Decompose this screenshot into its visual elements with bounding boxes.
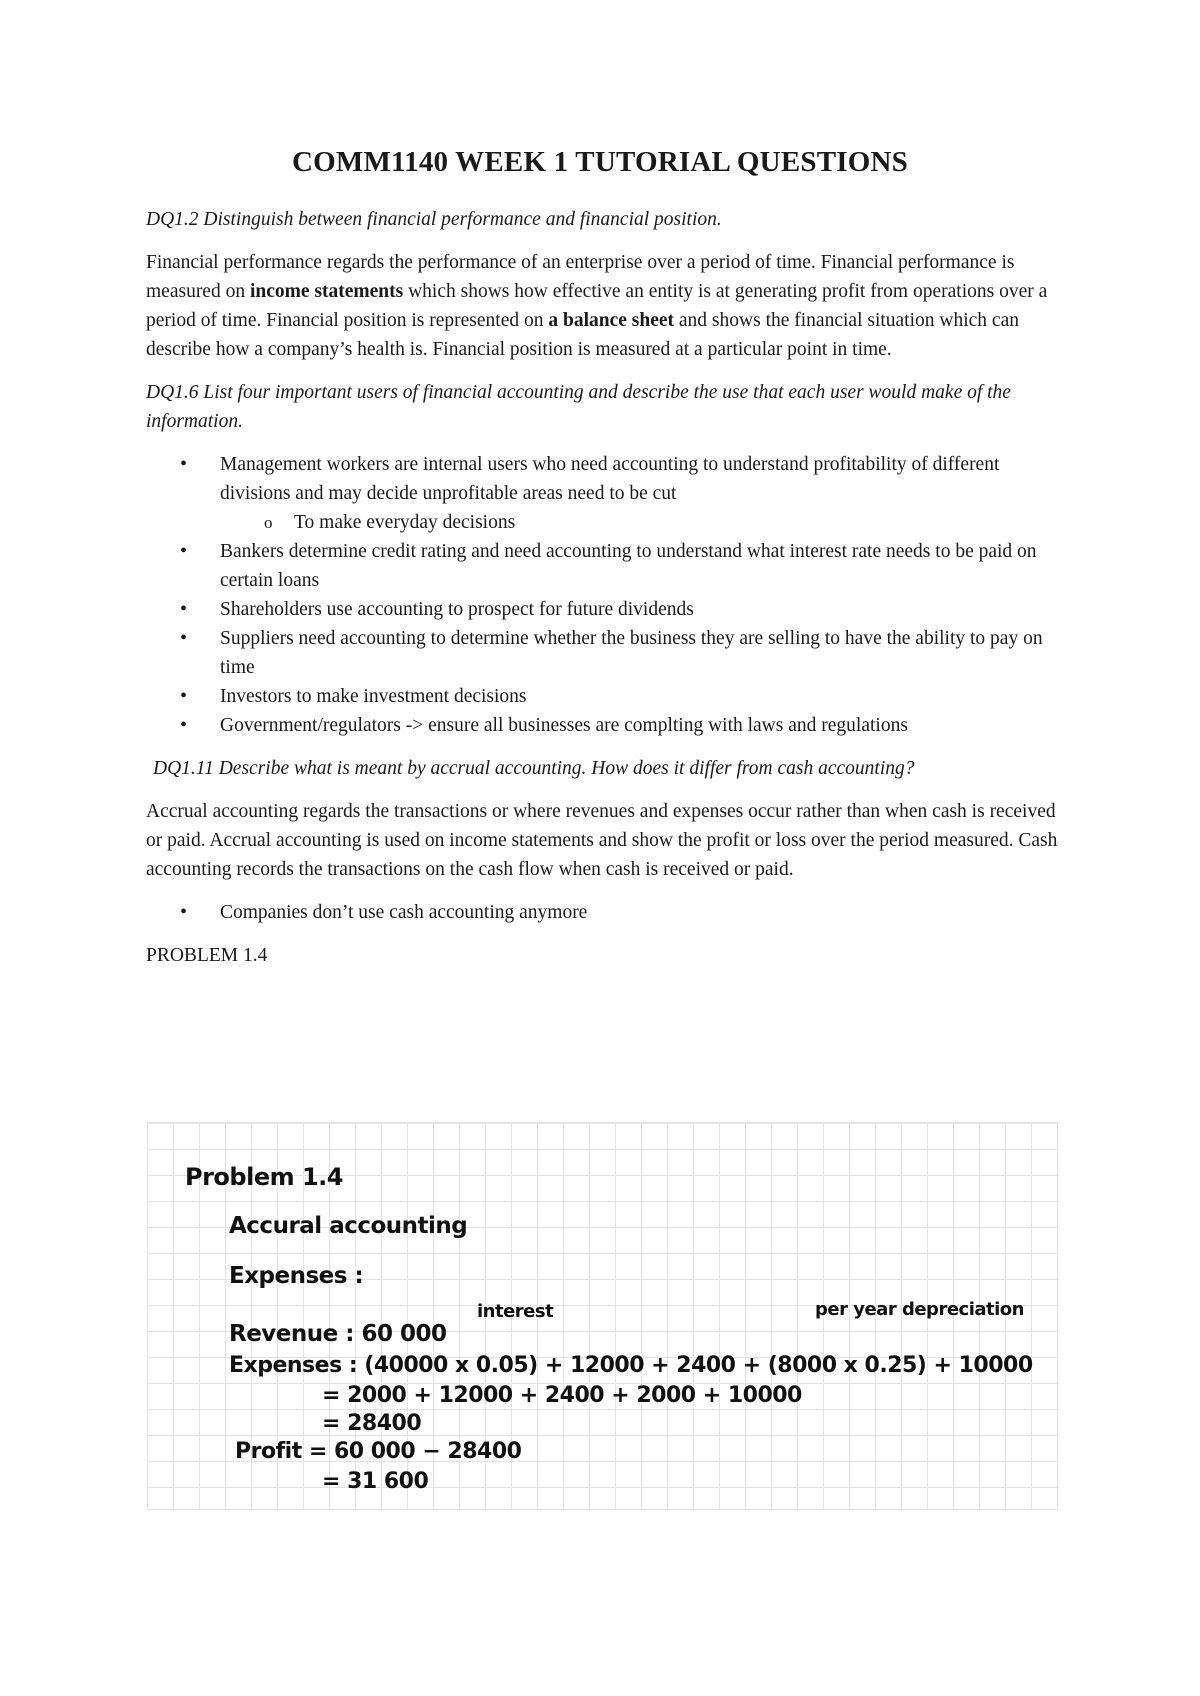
list-item: • Suppliers need accounting to determine whether the business they are selling to have the ability to pay on time — [146, 624, 1066, 682]
question-dq1-11: DQ1.11 Describe what is meant by accrual accounting. How does it differ from cash accounting? — [153, 758, 915, 779]
sub-list-item: o To make everyday decisions — [220, 508, 1066, 537]
hw-method: Accural accounting — [229, 1213, 468, 1239]
handwritten-notes-image — [147, 1122, 1059, 1510]
hw-note-depreciation: per year depreciation — [815, 1299, 1024, 1320]
answer-bold-term: income statements — [249, 281, 404, 302]
answer-text: Financial performance regards the performance of an enterprise over a period of time. Financial performance is measured on — [146, 252, 1015, 302]
hw-expenses-line: Expenses : (40000 x 0.05) + 12000 + 2400 + (8000 x 0.25) + 10000 — [229, 1353, 1033, 1378]
hw-profit-total: = 31 600 — [322, 1469, 429, 1494]
users-list — [146, 450, 1066, 740]
list-item: • Bankers determine credit rating and need accounting to understand what interest rate needs to be paid on certain loans — [146, 537, 1066, 595]
hw-expenses-line2: = 2000 + 12000 + 2400 + 2000 + 10000 — [322, 1383, 802, 1408]
document-body — [146, 205, 1066, 984]
hw-heading: Problem 1.4 — [185, 1163, 343, 1191]
list-item-text: Management workers are internal users who need accounting to understand profitability of different divisions and may decide unprofitable areas need to be cut — [220, 454, 1000, 504]
list-item: • Government/regulators -> ensure all businesses are complting with laws and regulations — [146, 711, 1066, 740]
answer-dq1-11: Accrual accounting regards the transactions or where revenues and expenses occur rather than when cash is received or paid. Accrual accounting is used on income statements and show the profit or loss over the period measured. Cash accounting records the transactions on the cash flow when cash is received or paid. — [146, 801, 1058, 880]
list-item — [146, 450, 1066, 537]
problem-label: PROBLEM 1.4 — [146, 945, 268, 966]
answer-text: and shows the financial situation which can describe how a company’s health is. Financial position is measured at a particular point in time. — [146, 310, 1019, 360]
question-dq1-2: DQ1.2 Distinguish between financial performance and financial position. — [146, 209, 722, 230]
sub-list — [220, 508, 1066, 537]
answer-text: which shows how effective an entity is at generating profit from operations over a period of time. Financial position is represented on — [146, 281, 1048, 331]
hw-note-interest: interest — [477, 1301, 554, 1322]
hw-profit-line: Profit = 60 000 − 28400 — [235, 1439, 522, 1464]
list-item: • Companies don’t use cash accounting anymore — [146, 898, 1066, 927]
hw-expenses-total: = 28400 — [322, 1411, 422, 1436]
hw-expenses-label: Expenses : — [229, 1263, 364, 1289]
question-dq1-6: DQ1.6 List four important users of financial accounting and describe the use that each user would make of the information. — [146, 382, 1011, 432]
answer-dq1-2 — [146, 248, 1066, 364]
page-title: COMM1140 WEEK 1 TUTORIAL QUESTIONS — [292, 146, 908, 178]
hw-revenue: Revenue : 60 000 — [229, 1321, 447, 1347]
list-item: • Investors to make investment decisions — [146, 682, 1066, 711]
answer-bold-term: a balance sheet — [548, 310, 675, 331]
list-item: • Shareholders use accounting to prospect for future dividends — [146, 595, 1066, 624]
cash-accounting-list — [146, 898, 1066, 927]
